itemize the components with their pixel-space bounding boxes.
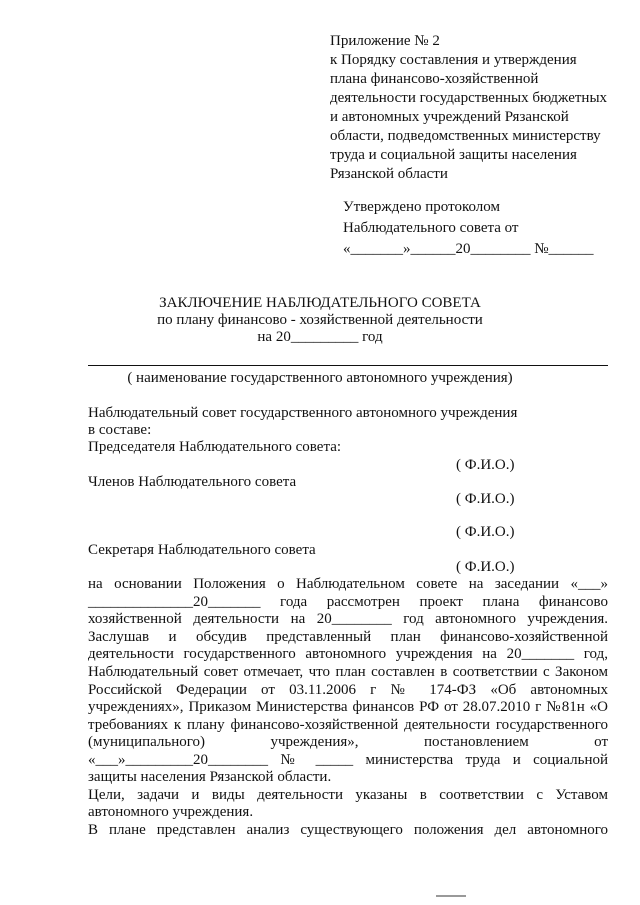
secretary-label: Секретаря Наблюдательного совета [88,542,316,558]
fio-chairman: ( Ф.И.О.) [456,457,515,473]
appendix-line: к Порядку составления и утверждения [330,52,577,68]
body-line-4: Заслушав и обсудив представленный план финансово-хозяйственной [88,629,608,645]
body-line-1: на основании Положения о Наблюдательном совете на заседании «___» [88,576,608,592]
approval-line-1: Утверждено протоколом [343,199,500,215]
appendix-block [330,32,607,184]
body-line-2: ______________20_______ года рассмотрен проект плана финансово [88,594,608,610]
members-label: Членов Наблюдательного совета [88,474,297,490]
body-line-14: автономного учреждения. [88,804,254,820]
body-line-10: (муниципального) учреждения», постановлением от [88,734,608,750]
scan-artifact [436,895,466,897]
institution-name-line [88,365,608,366]
council-intro-line-1: Наблюдательный совет государственного автономного учреждения [88,405,518,421]
appendix-line: области, подведомственных министерству [330,128,601,144]
title-line-1: ЗАКЛЮЧЕНИЕ НАБЛЮДАТЕЛЬНОГО СОВЕТА [159,295,481,311]
body-line-5: деятельности государственного автономного учреждения на 20_______ год, [88,646,608,662]
body-line-7: Российской Федерации от 03.11.2006 г № 174-ФЗ «Об автономных [88,682,608,698]
approval-block [343,197,594,260]
body-line-9: требованиях к плану финансово-хозяйственной деятельности государственного [88,717,608,733]
approval-line-3: «_______»______20________ №______ [343,241,594,257]
fio-member-1: ( Ф.И.О.) [456,491,515,507]
body-line-12: защиты населения Рязанской области. [88,769,332,785]
body-line-3: хозяйственной деятельности на 20________ год автономного учреждения. [88,611,608,627]
body-line-15: В плане представлен анализ существующего положения дел автономного [88,822,608,838]
approval-line-2: Наблюдательного совета от [343,220,519,236]
appendix-line: Приложение № 2 [330,33,440,49]
appendix-line: труда и социальной защиты населения [330,147,577,163]
appendix-line: деятельности государственных бюджетных [330,90,608,106]
fio-secretary: ( Ф.И.О.) [456,559,515,575]
body-line-11: «___»_________20________ № _____ министерства труда и социальной [88,752,608,768]
appendix-line: Рязанской области [330,166,448,182]
body-line-13: Цели, задачи и виды деятельности указаны в соответствии с Уставом [88,787,608,803]
fio-member-2: ( Ф.И.О.) [456,524,515,540]
appendix-line: плана финансово-хозяйственной [330,71,539,87]
body-line-6: Наблюдательный совет отмечает, что план составлен в соответствии с Законом [88,664,608,680]
chairman-label: Председателя Наблюдательного совета: [88,439,342,455]
title-line-3: на 20_________ год [257,329,383,345]
council-intro-line-2: в составе: [88,422,152,438]
title-line-2: по плану финансово - хозяйственной деятельности [157,312,483,328]
appendix-line: и автономных учреждений Рязанской [330,109,569,125]
institution-caption: ( наименование государственного автономного учреждения) [127,370,513,386]
body-line-8: учреждениях», Приказом Министерства финансов РФ от 28.07.2010 г №81н «О [88,699,608,715]
document-title [0,295,640,346]
